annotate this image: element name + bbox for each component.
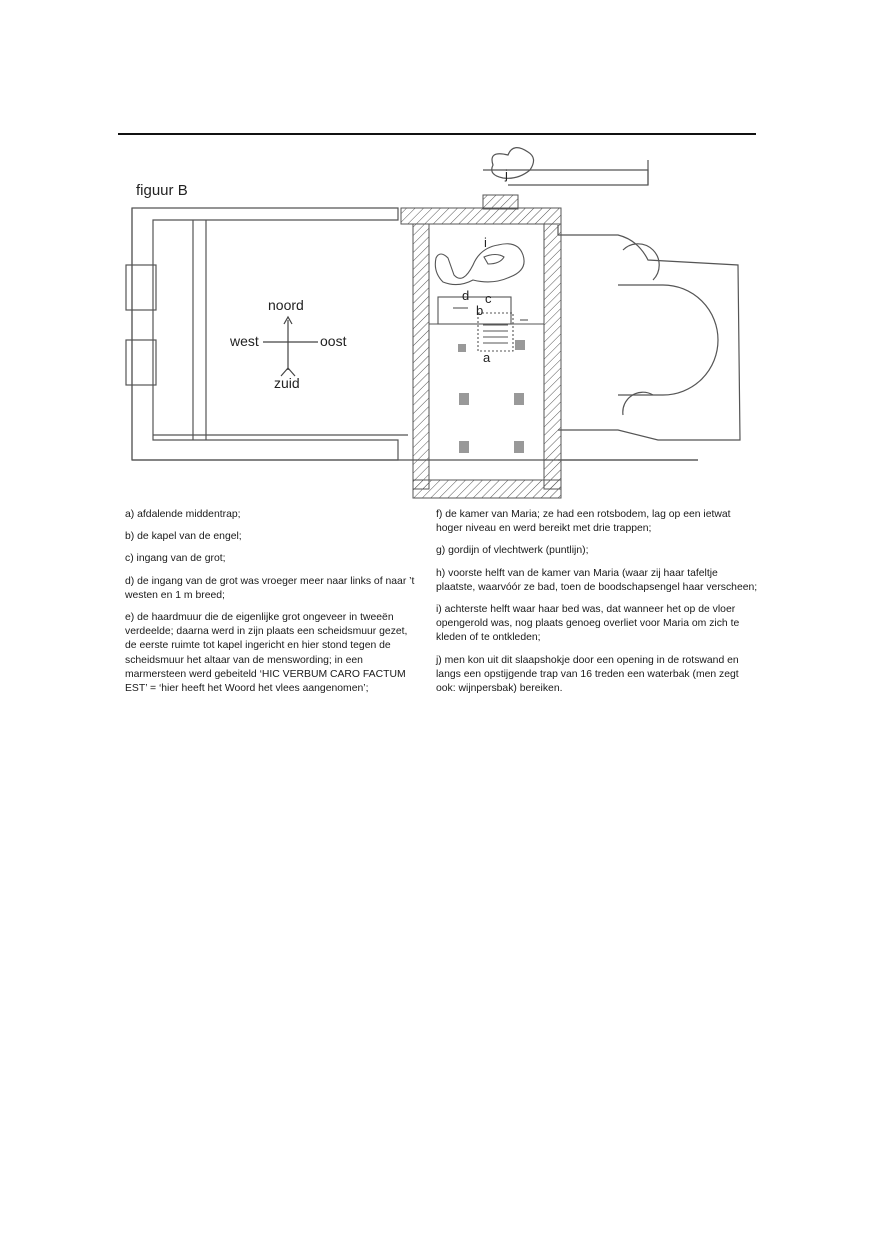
pillar	[514, 393, 524, 405]
legend-item-a: a) afdalende middentrap;	[125, 509, 241, 520]
legend-item-g: g) gordijn of vlechtwerk (puntlijn);	[436, 545, 589, 557]
pillar	[459, 393, 469, 405]
compass-east-label: oost	[320, 333, 347, 349]
west-hall-outer-wall	[132, 208, 398, 460]
compass-north-label: noord	[268, 297, 304, 313]
marker-i: i	[484, 235, 487, 250]
legend-item-e: e) de haardmuur die de eigenlijke grot ongeveer in tweeën verdeelde; daarna werd in zijn plaats een scheidsmuur gezet, de eerste ruimte tot kapel ingericht en hier stond tegen de scheidsmuur het altaar van de menswording; in een marmersteen werd gebeiteld ‘HIC VERBUM CARO FACTUM EST’ = ‘hier heeft het Woord het vlees aangenomen’;	[125, 612, 408, 695]
legend-right-column	[436, 508, 758, 704]
marker-b: b	[476, 303, 484, 318]
compass-west-label: west	[230, 333, 259, 349]
marker-j: j	[505, 167, 508, 182]
west-window	[126, 340, 156, 385]
marker-a: a	[483, 350, 491, 365]
top-rule	[118, 133, 756, 135]
marker-c: c	[485, 291, 492, 306]
legend-left-column	[125, 508, 420, 704]
compass-south-label: zuid	[274, 375, 300, 391]
pillar	[514, 441, 524, 453]
floor-plan	[118, 140, 758, 510]
marker-d: d	[462, 288, 470, 303]
west-window	[126, 265, 156, 310]
legend-item-c: c) ingang van de grot;	[125, 553, 226, 565]
figure-title: figuur B	[136, 182, 188, 199]
grotto-church-walls	[401, 195, 561, 498]
compass-rose	[263, 317, 318, 376]
legend-item-b: b) de kapel van de engel;	[125, 531, 242, 543]
legend-item-d: d) de ingang van de grot was vroeger meer naar links of naar ’t westen en 1 m breed;	[125, 575, 415, 601]
legend-item-f: f) de kamer van Maria; ze had een rotsbodem, lag op een ietwat hoger niveau en werd bereikt met drie trappen;	[436, 509, 731, 535]
east-apse	[558, 235, 740, 440]
pillar	[459, 441, 469, 453]
legend-item-j: j) men kon uit dit slaapshokje door een opening in de rotswand en langs een opstijgende trap van 16 treden een waterbak (men zegt ook: wijnpersbak) bereiken.	[436, 654, 739, 695]
legend-item-i: i) achterste helft waar haar bed was, dat wanneer het op de vloer opengerold was, nog plaats genoeg overliet voor Maria om zich te kleden of te ontkleden;	[436, 604, 740, 644]
legend-item-h: h) voorste helft van de kamer van Maria (waar zij haar tafeltje plaatste, waarvóór ze bad, toen de boodschapsengel haar verscheen;	[436, 567, 758, 593]
